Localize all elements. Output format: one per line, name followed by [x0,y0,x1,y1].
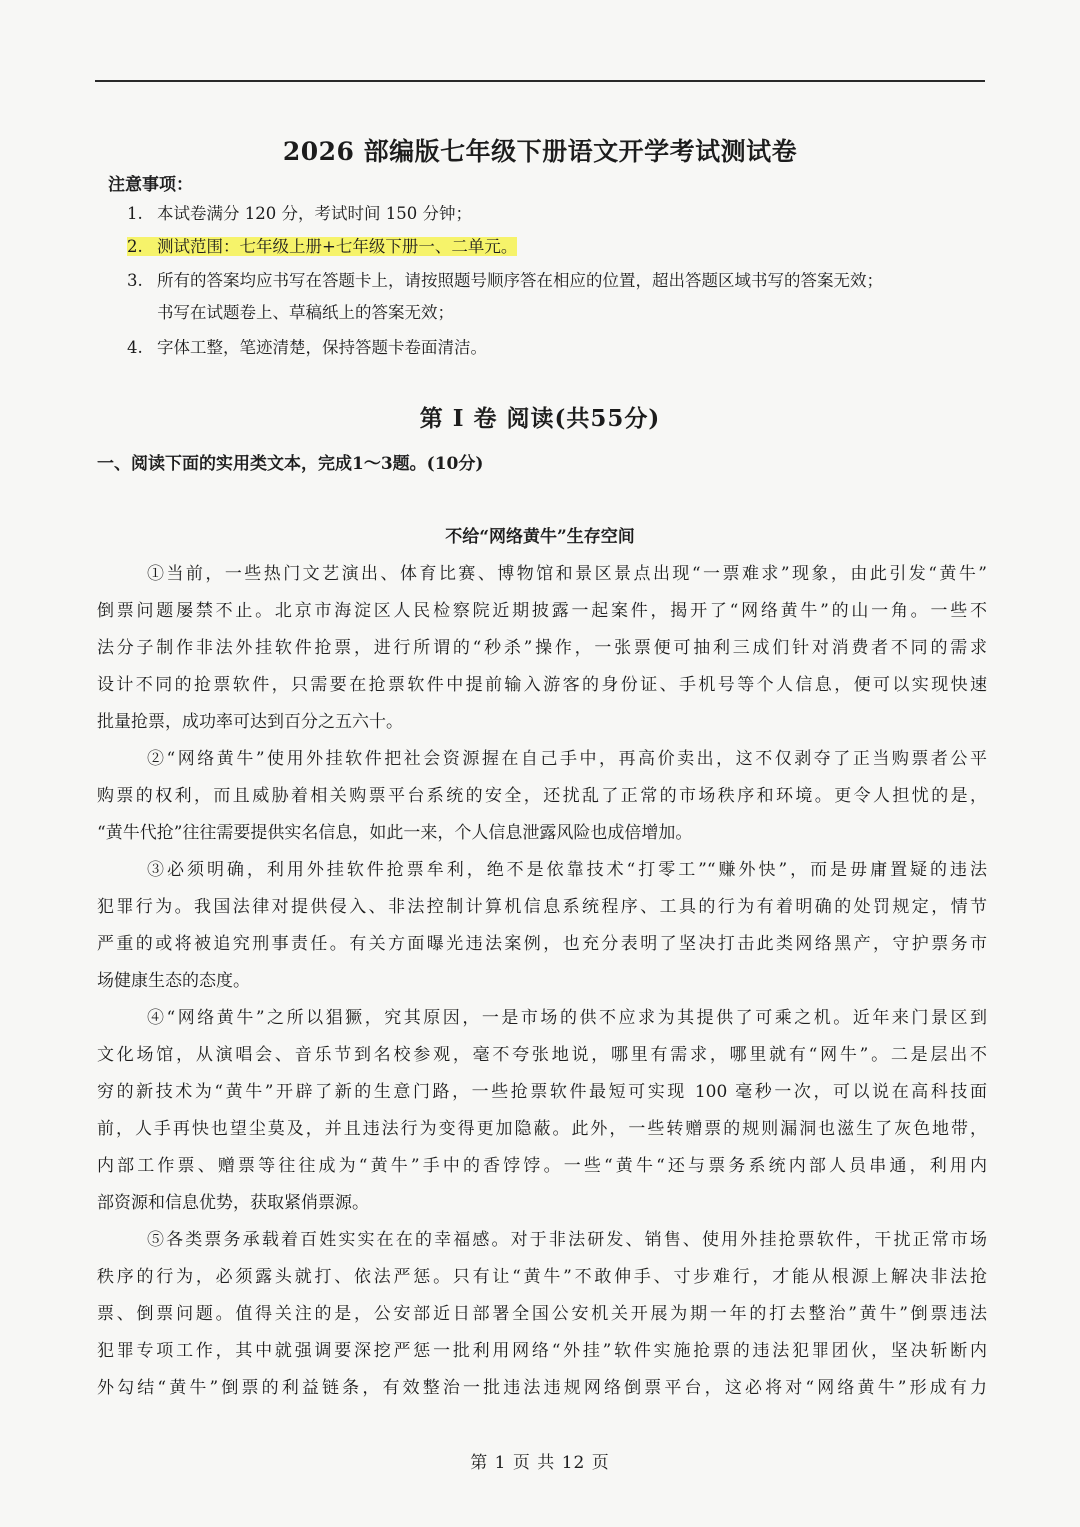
page-number-footer: 第 1 页 共 12 页 [470,1453,610,1473]
notes-heading: 注意事项： [108,175,193,195]
note-item-1 [127,200,472,224]
text-line: 场健康生态的态度。 [97,971,250,991]
header-rule [95,80,985,82]
text-line: 文化场馆，从演唱会、音乐节到名校参观，毫不夸张地说，哪里有需求，哪里就有“网牛”。二是层出不 [97,1045,987,1065]
text-line: 严重的或将被追究刑事责任。有关方面曝光违法案例，也充分表明了坚决打击此类网络黑产，守护票务市 [97,934,987,954]
text-line: “黄牛代抢”往往需要提供实名信息，如此一来，个人信息泄露风险也成倍增加。 [97,823,693,843]
note-item-4 [127,334,487,358]
note-text: 所有的答案均应书写在答题卡上，请按照题号顺序答在相应的位置，超出答题区域书写的答案无效； [157,271,883,290]
note-item-2 [127,233,517,257]
part-title: 第 I 卷 阅读(共55分) [419,405,661,432]
text-line: 外勾结“黄牛”倒票的利益链条，有效整治一批违法违规网络倒票平台，这必将对“网络黄牛”形成有力 [97,1378,987,1398]
text-line: ④“网络黄牛”之所以猖獗，究其原因，一是市场的供不应求为其提供了可乘之机。近年来门景区到 [147,1008,987,1028]
text-line: 内部工作票、赠票等往往成为“黄牛”手中的香饽饽。一些“黄牛“还与票务系统内部人员串通，利用内 [97,1156,987,1176]
text-line: ⑤各类票务承载着百姓实实在在的幸福感。对于非法研发、销售、使用外挂抢票软件，干扰正常市场 [147,1230,987,1250]
text-line: ②“网络黄牛”使用外挂软件把社会资源握在自己手中，再高价卖出，这不仅剥夺了正当购票者公平 [147,749,987,769]
note-text: 本试卷满分 120 分，考试时间 150 分钟； [157,204,472,223]
note-text: 测试范围：七年级上册+七年级下册一、二单元。 [157,237,518,256]
text-line: 犯罪行为。我国法律对提供侵入、非法控制计算机信息系统程序、工具的行为有着明确的处罚规定，情节 [97,897,987,917]
exam-title: 2026 部编版七年级下册语文开学考试测试卷 [282,137,798,166]
text-line: 设计不同的抢票软件，只需要在抢票软件中提前输入游客的身份证、手机号等个人信息，便可以实现快速 [97,675,987,695]
text-line: 票、倒票问题。值得关注的是，公安部近日部署全国公安机关开展为期一年的打去整治”黄牛”倒票违法 [97,1304,987,1324]
note-number: 2. [127,237,157,256]
note-number: 3. [127,271,143,290]
article-paragraph-3 [97,852,987,1000]
text-line: 部资源和信息优势，获取紧俏票源。 [97,1193,369,1213]
text-line: 秩序的行为，必须露头就打、依法严惩。只有让“黄牛”不敢伸手、寸步难行，才能从根源上解决非法抢 [97,1267,987,1287]
section-heading: 一、阅读下面的实用类文本，完成1～3题。(10分) [97,454,484,474]
note-item-3 [127,267,883,291]
note-number: 1. [127,204,143,223]
text-line: 倒票问题屡禁不止。北京市海淀区人民检察院近期披露一起案件，揭开了“网络黄牛”的山一角。一些不 [97,601,987,621]
text-line: ①当前，一些热门文艺演出、体育比赛、博物馆和景区景点出现“一票难求”现象，由此引发“黄牛” [147,564,987,584]
text-line: 穷的新技术为“黄牛”开辟了新的生意门路，一些抢票软件最短可实现 100 毫秒一次，可以说在高科技面 [97,1082,987,1102]
text-line: 购票的权利，而且威胁着相关购票平台系统的安全，还扰乱了正常的市场秩序和环境。更令人担忧的是， [97,786,987,806]
article-body [97,556,987,1407]
article-title: 不给“网络黄牛”生存空间 [445,527,635,547]
text-line: 批量抢票，成功率可达到百分之五六十。 [97,712,403,732]
text-line: ③必须明确，利用外挂软件抢票牟利，绝不是依靠技术“打零工”“赚外快”，而是毋庸置疑的违法 [147,860,987,880]
text-line: 犯罪专项工作，其中就强调要深挖严惩一批利用网络“外挂”软件实施抢票的违法犯罪团伙，坚决斩断内 [97,1341,987,1361]
text-line: 法分子制作非法外挂软件抢票，进行所谓的“秒杀”操作，一张票便可抽利三成们针对消费者不同的需求 [97,638,987,658]
note-item-3-continuation: 书写在试题卷上、草稿纸上的答案无效； [157,303,454,322]
note-text: 字体工整，笔迹清楚，保持答题卡卷面清洁。 [157,338,487,357]
article-paragraph-4 [97,1000,987,1222]
text-line: 前，人手再快也望尘莫及，并且违法行为变得更加隐蔽。此外，一些转赠票的规则漏洞也滋生了灰色地带， [97,1119,987,1139]
article-paragraph-1 [97,556,987,741]
article-paragraph-5 [97,1222,987,1407]
note-number: 4. [127,338,143,357]
article-paragraph-2 [97,741,987,852]
